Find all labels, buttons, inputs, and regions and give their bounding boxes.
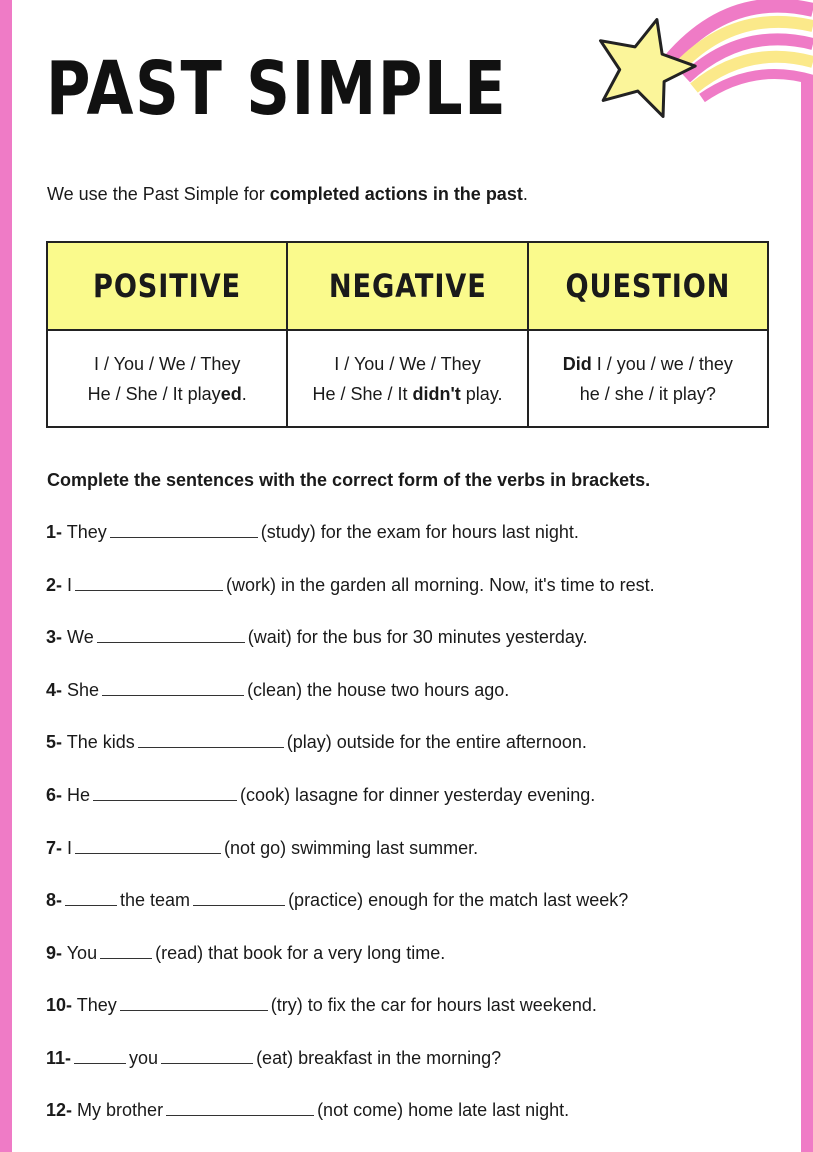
answer-blank[interactable] — [97, 628, 245, 643]
shooting-star-icon — [560, 0, 813, 130]
sentence-6: 6- He (cook) lasagne for dinner yesterday evening. — [46, 785, 596, 805]
answer-blank[interactable] — [93, 786, 237, 801]
answer-blank[interactable] — [161, 1049, 253, 1064]
cell-negative: I / You / We / They He / She / It didn't play. — [287, 330, 527, 427]
header-question: QUESTION — [528, 242, 768, 330]
grammar-table — [46, 241, 769, 428]
left-border — [0, 0, 12, 1152]
cell-positive: I / You / We / They He / She / It played. — [47, 330, 287, 427]
sentence-9: 9- You (read) that book for a very long time. — [46, 943, 446, 963]
table-row — [47, 330, 768, 427]
sentence-8: 8- the team (practice) enough for the match last week? — [46, 890, 629, 910]
cell-question: Did I / you / we / they he / she / it play? — [528, 330, 768, 427]
answer-blank[interactable] — [110, 523, 258, 538]
sentence-12: 12- My brother (not come) home late last night. — [46, 1100, 570, 1120]
sentence-3: 3- We (wait) for the bus for 30 minutes yesterday. — [46, 627, 588, 647]
answer-blank[interactable] — [65, 891, 117, 906]
answer-blank[interactable] — [166, 1101, 314, 1116]
sentence-1: 1- They (study) for the exam for hours last night. — [46, 522, 579, 542]
sentence-11: 11- you (eat) breakfast in the morning? — [46, 1048, 502, 1068]
table-header-row — [47, 242, 768, 330]
sentence-4: 4- She (clean) the house two hours ago. — [46, 680, 510, 700]
answer-blank[interactable] — [100, 944, 152, 959]
right-border — [801, 80, 813, 1152]
sentence-7: 7- I (not go) swimming last summer. — [46, 838, 479, 858]
answer-blank[interactable] — [75, 839, 221, 854]
answer-blank[interactable] — [193, 891, 285, 906]
sentence-2: 2- I (work) in the garden all morning. Now, it's time to rest. — [46, 575, 655, 595]
intro-text: We use the Past Simple for completed actions in the past. — [47, 184, 528, 204]
instructions: Complete the sentences with the correct form of the verbs in brackets. — [47, 470, 651, 490]
header-positive: POSITIVE — [47, 242, 287, 330]
sentence-5: 5- The kids (play) outside for the entire afternoon. — [46, 732, 587, 752]
sentence-10: 10- They (try) to fix the car for hours last weekend. — [46, 995, 597, 1015]
answer-blank[interactable] — [120, 996, 268, 1011]
answer-blank[interactable] — [102, 681, 244, 696]
answer-blank[interactable] — [138, 733, 284, 748]
answer-blank[interactable] — [74, 1049, 126, 1064]
page-title: PAST SIMPLE — [46, 46, 508, 132]
header-negative: NEGATIVE — [287, 242, 527, 330]
answer-blank[interactable] — [75, 576, 223, 591]
